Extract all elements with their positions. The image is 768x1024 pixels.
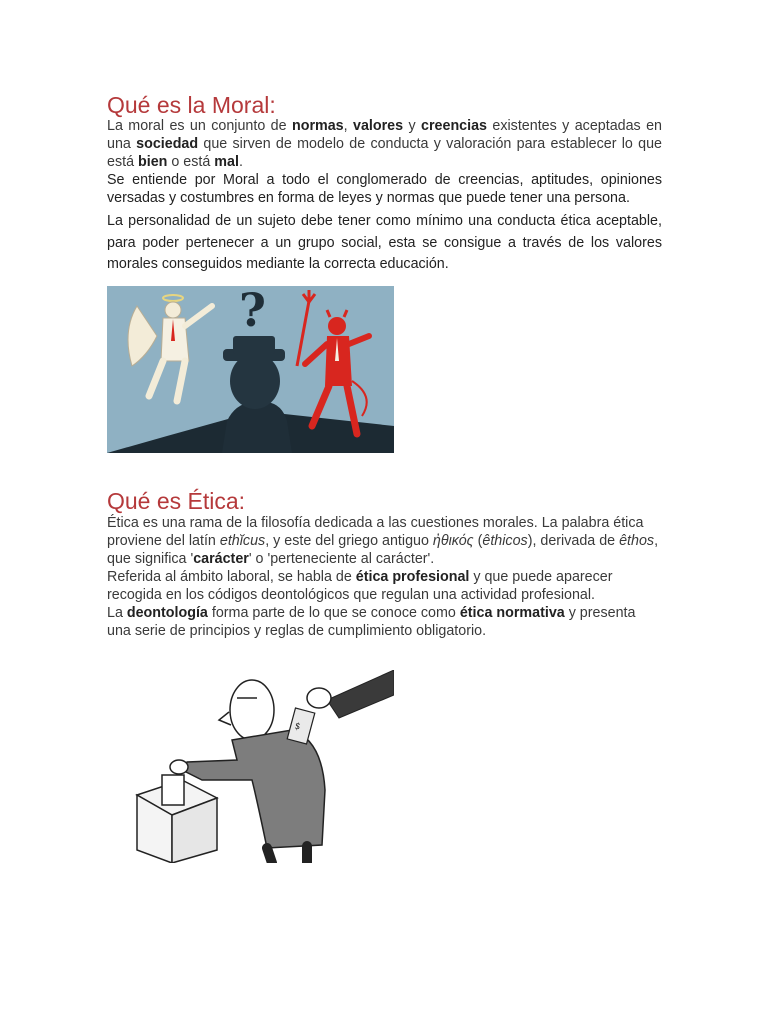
etica-heading: Qué es Ética: — [107, 488, 246, 514]
moral-illustration — [107, 286, 394, 453]
svg-text:?: ? — [239, 286, 266, 337]
moral-paragraph-1: La moral es un conjunto de normas, valores y creencias existentes y aceptadas en una sociedad que sirven de modelo de conducta y valoración para establecer lo que está bien o está mal. Se entiende por Moral a todo el conglomerado de creencias, aptitudes, opiniones versadas y costumbres en forma de leyes y normas que puede tener una persona. — [107, 118, 662, 206]
etica-text — [107, 514, 662, 640]
etica-paragraph-2: Referida al ámbito laboral, se habla de ética profesional y que puede aparecer recogida en los códigos deontológicos que regulan una actividad profesional. — [107, 569, 613, 603]
moral-paragraph-3: La personalidad de un sujeto debe tener como mínimo una conducta ética aceptable, para poder pertenecer a un grupo social, esta se consigue a través de los valores morales conseguidos mediante la correcta educación. — [107, 213, 662, 272]
etica-paragraph-3: La deontología forma parte de lo que se conoce como ética normativa y presenta una serie de principios y reglas de cumplimiento obligatorio. — [107, 605, 636, 639]
svg-text:$: $ — [293, 721, 302, 733]
moral-paragraph-3-wrap — [107, 211, 662, 276]
moral-heading: Qué es la Moral: — [107, 92, 276, 118]
etica-paragraph-1: Ética es una rama de la filosofía dedicada a las cuestiones morales. La palabra ética proviene del latín ethĭcus, y este del griego antiguo ἠθικός (êthicos), derivada de êthos, que significa 'carácter' o 'perteneciente al carácter'. — [107, 515, 659, 567]
moral-paragraph-2: Se entiende por Moral a todo el conglomerado de creencias, aptitudes, opiniones versadas y costumbres en forma de leyes y normas que puede tener una persona. — [107, 172, 662, 206]
etica-illustration — [107, 670, 394, 863]
